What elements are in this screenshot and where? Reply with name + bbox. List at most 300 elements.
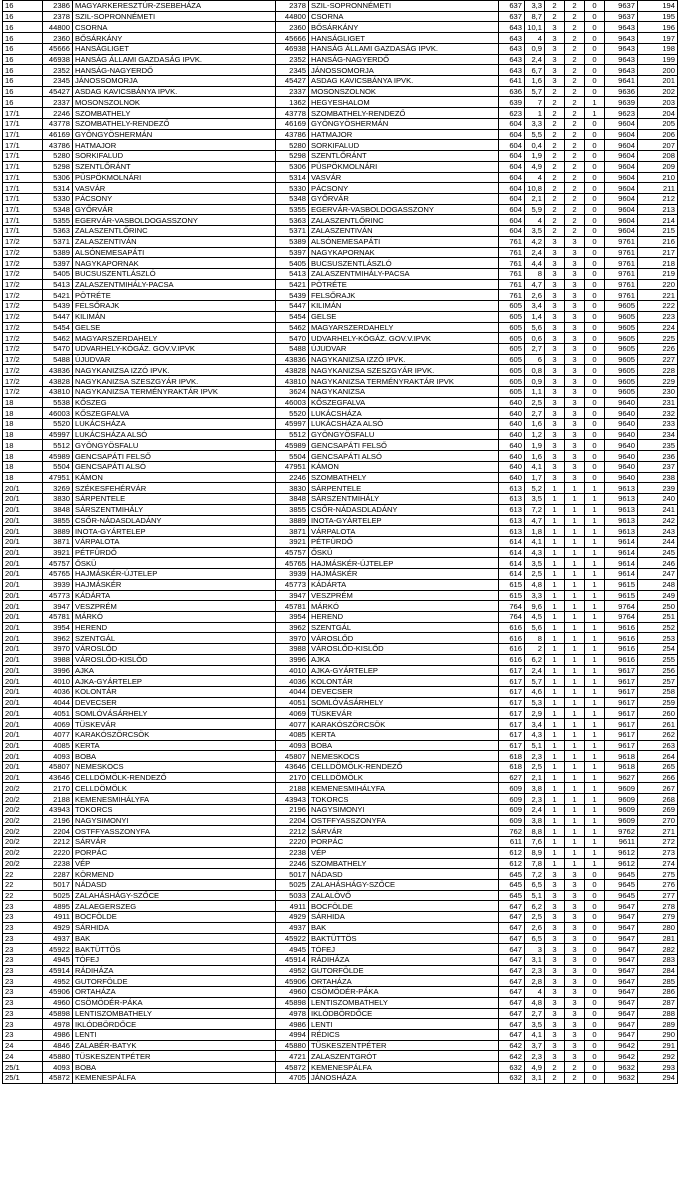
class-a-cell: 3 bbox=[545, 440, 565, 451]
from-station-cell: KEMENESMIHÁLYFA bbox=[73, 794, 276, 805]
from-station-cell: ALSÓNEMESAPÁTI bbox=[73, 247, 276, 258]
to-station-cell: RÁDIHÁZA bbox=[309, 954, 499, 965]
to-station-cell: TÜSKEVÁR bbox=[309, 708, 499, 719]
class-a-cell: 1 bbox=[545, 644, 565, 655]
to-code-cell: 4994 bbox=[276, 1030, 309, 1041]
length-km-cell: 7,6 bbox=[525, 837, 545, 848]
to-code-cell: 43646 bbox=[276, 762, 309, 773]
line-number-cell: 18 bbox=[3, 429, 43, 440]
from-code-cell: 45757 bbox=[43, 558, 73, 569]
table-row bbox=[3, 1062, 678, 1073]
to-station-cell: SÁRPENTELE bbox=[309, 483, 499, 494]
class-c-cell: 1 bbox=[585, 751, 605, 762]
to-station-cell: VASVÁR bbox=[309, 172, 499, 183]
class-c-cell: 0 bbox=[585, 322, 605, 333]
class-c-cell: 0 bbox=[585, 161, 605, 172]
from-code-cell: 2188 bbox=[43, 794, 73, 805]
length-km-cell: 3 bbox=[525, 944, 545, 955]
from-code-cell: 5298 bbox=[43, 161, 73, 172]
row-index-cell: 280 bbox=[638, 922, 678, 933]
class-b-cell: 3 bbox=[565, 419, 585, 430]
from-code-cell: 2246 bbox=[43, 108, 73, 119]
section-code-cell: 616 bbox=[499, 622, 525, 633]
to-station-cell: ZALASZENTGRÓT bbox=[309, 1051, 499, 1062]
to-code-cell: 4085 bbox=[276, 729, 309, 740]
length-km-cell: 1,9 bbox=[525, 440, 545, 451]
route-code-cell: 9609 bbox=[605, 794, 638, 805]
from-code-cell: 43810 bbox=[43, 386, 73, 397]
class-a-cell: 3 bbox=[545, 965, 565, 976]
class-c-cell: 1 bbox=[585, 804, 605, 815]
from-code-cell: 3921 bbox=[43, 547, 73, 558]
class-a-cell: 3 bbox=[545, 311, 565, 322]
route-code-cell: 9627 bbox=[605, 772, 638, 783]
length-km-cell: 2,5 bbox=[525, 569, 545, 580]
class-b-cell: 3 bbox=[565, 976, 585, 987]
route-code-cell: 9647 bbox=[605, 901, 638, 912]
from-code-cell: 5306 bbox=[43, 172, 73, 183]
class-c-cell: 0 bbox=[585, 419, 605, 430]
section-code-cell: 617 bbox=[499, 676, 525, 687]
from-station-cell: SZOMBATHELY-RENDEZŐ bbox=[73, 118, 276, 129]
length-km-cell: 4,1 bbox=[525, 536, 545, 547]
to-code-cell: 46938 bbox=[276, 43, 309, 54]
row-index-cell: 209 bbox=[638, 161, 678, 172]
class-a-cell: 1 bbox=[545, 622, 565, 633]
class-b-cell: 1 bbox=[565, 504, 585, 515]
from-code-cell: 45427 bbox=[43, 86, 73, 97]
class-c-cell: 0 bbox=[585, 344, 605, 355]
line-number-cell: 20/2 bbox=[3, 858, 43, 869]
class-a-cell: 1 bbox=[545, 569, 565, 580]
line-number-cell: 16 bbox=[3, 1, 43, 12]
line-number-cell: 17/2 bbox=[3, 322, 43, 333]
class-c-cell: 1 bbox=[585, 847, 605, 858]
from-code-cell: 4952 bbox=[43, 976, 73, 987]
to-code-cell: 2246 bbox=[276, 472, 309, 483]
section-code-cell: 640 bbox=[499, 461, 525, 472]
from-station-cell: ASDAG KAVICSBÁNYA IPVK. bbox=[73, 86, 276, 97]
to-code-cell: 3947 bbox=[276, 590, 309, 601]
route-code-cell: 9647 bbox=[605, 922, 638, 933]
table-row bbox=[3, 204, 678, 215]
from-station-cell: BOBA bbox=[73, 751, 276, 762]
class-c-cell: 0 bbox=[585, 365, 605, 376]
class-b-cell: 1 bbox=[565, 794, 585, 805]
to-code-cell: 5462 bbox=[276, 322, 309, 333]
row-index-cell: 291 bbox=[638, 1040, 678, 1051]
from-station-cell: LUKÁCSHÁZA bbox=[73, 419, 276, 430]
class-c-cell: 0 bbox=[585, 1062, 605, 1073]
row-index-cell: 233 bbox=[638, 419, 678, 430]
class-a-cell: 3 bbox=[545, 354, 565, 365]
row-index-cell: 226 bbox=[638, 344, 678, 355]
class-b-cell: 3 bbox=[565, 922, 585, 933]
length-km-cell: 5,1 bbox=[525, 890, 545, 901]
length-km-cell: 3,5 bbox=[525, 1019, 545, 1030]
route-code-cell: 9613 bbox=[605, 526, 638, 537]
table-row bbox=[3, 226, 678, 237]
length-km-cell: 4 bbox=[525, 215, 545, 226]
class-a-cell: 3 bbox=[545, 912, 565, 923]
class-a-cell: 3 bbox=[545, 365, 565, 376]
to-code-cell: 4721 bbox=[276, 1051, 309, 1062]
to-station-cell: VÁROSLŐD bbox=[309, 633, 499, 644]
route-code-cell: 9640 bbox=[605, 408, 638, 419]
from-station-cell: LUKÁCSHÁZA ALSÓ bbox=[73, 429, 276, 440]
line-number-cell: 18 bbox=[3, 472, 43, 483]
class-a-cell: 2 bbox=[545, 172, 565, 183]
table-row bbox=[3, 11, 678, 22]
to-code-cell: 5421 bbox=[276, 279, 309, 290]
from-code-cell: 46938 bbox=[43, 54, 73, 65]
from-station-cell: PORPÁC bbox=[73, 847, 276, 858]
class-b-cell: 1 bbox=[565, 483, 585, 494]
line-number-cell: 20/1 bbox=[3, 751, 43, 762]
route-code-cell: 9605 bbox=[605, 344, 638, 355]
table-row bbox=[3, 858, 678, 869]
from-station-cell: MAGYARKERESZTÚR-ZSEBEHÁZA bbox=[73, 1, 276, 12]
to-station-cell: HANSÁG ÁLLAMI GAZDASÁG IPVK. bbox=[309, 43, 499, 54]
class-b-cell: 2 bbox=[565, 1, 585, 12]
row-index-cell: 292 bbox=[638, 1051, 678, 1062]
class-a-cell: 1 bbox=[545, 504, 565, 515]
class-b-cell: 3 bbox=[565, 247, 585, 258]
class-c-cell: 1 bbox=[585, 547, 605, 558]
class-c-cell: 1 bbox=[585, 654, 605, 665]
from-station-cell: KERTA bbox=[73, 740, 276, 751]
from-station-cell: KÁDÁRTA bbox=[73, 590, 276, 601]
route-code-cell: 9637 bbox=[605, 11, 638, 22]
from-code-cell: 43836 bbox=[43, 365, 73, 376]
to-station-cell: AJKA bbox=[309, 654, 499, 665]
to-code-cell: 5397 bbox=[276, 247, 309, 258]
line-number-cell: 18 bbox=[3, 397, 43, 408]
to-code-cell: 2352 bbox=[276, 54, 309, 65]
to-station-cell: GYÖNGYÖSHERMÁN bbox=[309, 118, 499, 129]
route-code-cell: 9645 bbox=[605, 879, 638, 890]
class-a-cell: 1 bbox=[545, 547, 565, 558]
row-index-cell: 281 bbox=[638, 933, 678, 944]
to-station-cell: ORTAHÁZA bbox=[309, 976, 499, 987]
class-a-cell: 1 bbox=[545, 676, 565, 687]
line-number-cell: 17/2 bbox=[3, 301, 43, 312]
section-code-cell: 761 bbox=[499, 247, 525, 258]
line-number-cell: 20/1 bbox=[3, 483, 43, 494]
section-code-cell: 761 bbox=[499, 236, 525, 247]
length-km-cell: 4,2 bbox=[525, 236, 545, 247]
from-code-cell: 45880 bbox=[43, 1051, 73, 1062]
length-km-cell: 1,1 bbox=[525, 386, 545, 397]
line-number-cell: 17/1 bbox=[3, 129, 43, 140]
from-station-cell: KÁMON bbox=[73, 472, 276, 483]
table-row bbox=[3, 140, 678, 151]
length-km-cell: 4,4 bbox=[525, 258, 545, 269]
class-a-cell: 3 bbox=[545, 451, 565, 462]
class-c-cell: 0 bbox=[585, 354, 605, 365]
to-station-cell: KERTA bbox=[309, 729, 499, 740]
section-code-cell: 604 bbox=[499, 129, 525, 140]
from-station-cell: TÓFEJ bbox=[73, 954, 276, 965]
route-code-cell: 9604 bbox=[605, 118, 638, 129]
row-index-cell: 206 bbox=[638, 129, 678, 140]
table-row bbox=[3, 386, 678, 397]
section-code-cell: 609 bbox=[499, 815, 525, 826]
line-number-cell: 17/1 bbox=[3, 204, 43, 215]
route-code-cell: 9617 bbox=[605, 676, 638, 687]
class-b-cell: 1 bbox=[565, 665, 585, 676]
class-a-cell: 1 bbox=[545, 847, 565, 858]
section-code-cell: 605 bbox=[499, 322, 525, 333]
section-code-cell: 604 bbox=[499, 140, 525, 151]
section-code-cell: 605 bbox=[499, 344, 525, 355]
from-code-cell: 2196 bbox=[43, 815, 73, 826]
line-number-cell: 17/2 bbox=[3, 333, 43, 344]
section-code-cell: 647 bbox=[499, 1030, 525, 1041]
line-number-cell: 20/2 bbox=[3, 804, 43, 815]
class-c-cell: 0 bbox=[585, 279, 605, 290]
section-code-cell: 616 bbox=[499, 633, 525, 644]
class-b-cell: 3 bbox=[565, 365, 585, 376]
section-code-cell: 617 bbox=[499, 740, 525, 751]
class-b-cell: 1 bbox=[565, 515, 585, 526]
line-number-cell: 23 bbox=[3, 1008, 43, 1019]
class-b-cell: 3 bbox=[565, 965, 585, 976]
class-b-cell: 1 bbox=[565, 815, 585, 826]
to-station-cell: AJKA-GYÁRTELEP bbox=[309, 665, 499, 676]
table-row bbox=[3, 901, 678, 912]
from-station-cell: SÁRHIDA bbox=[73, 922, 276, 933]
to-station-cell: EGERVÁR-VASBOLDOGASSZONY bbox=[309, 204, 499, 215]
length-km-cell: 2,4 bbox=[525, 54, 545, 65]
to-station-cell: LUKÁCSHÁZA ALSÓ bbox=[309, 419, 499, 430]
line-number-cell: 16 bbox=[3, 43, 43, 54]
to-code-cell: 45997 bbox=[276, 419, 309, 430]
length-km-cell: 10,8 bbox=[525, 183, 545, 194]
class-a-cell: 3 bbox=[545, 429, 565, 440]
length-km-cell: 8,7 bbox=[525, 11, 545, 22]
section-code-cell: 615 bbox=[499, 579, 525, 590]
from-station-cell: NAGYKAPORNAK bbox=[73, 258, 276, 269]
from-station-cell: TOKORCS bbox=[73, 804, 276, 815]
row-index-cell: 201 bbox=[638, 76, 678, 87]
row-index-cell: 238 bbox=[638, 472, 678, 483]
row-index-cell: 257 bbox=[638, 676, 678, 687]
to-station-cell: NAGYKANIZSA TERMÉNYRAKTÁR IPVK bbox=[309, 376, 499, 387]
table-row bbox=[3, 879, 678, 890]
length-km-cell: 1,9 bbox=[525, 151, 545, 162]
class-b-cell: 1 bbox=[565, 847, 585, 858]
table-row bbox=[3, 268, 678, 279]
line-number-cell: 20/1 bbox=[3, 504, 43, 515]
line-number-cell: 25/1 bbox=[3, 1062, 43, 1073]
to-code-cell: 3871 bbox=[276, 526, 309, 537]
section-code-cell: 613 bbox=[499, 483, 525, 494]
route-code-cell: 9640 bbox=[605, 419, 638, 430]
class-c-cell: 1 bbox=[585, 697, 605, 708]
from-code-cell: 3954 bbox=[43, 622, 73, 633]
row-index-cell: 265 bbox=[638, 762, 678, 773]
class-c-cell: 0 bbox=[585, 451, 605, 462]
class-a-cell: 1 bbox=[545, 740, 565, 751]
route-code-cell: 9640 bbox=[605, 451, 638, 462]
from-code-cell: 43943 bbox=[43, 804, 73, 815]
class-b-cell: 3 bbox=[565, 333, 585, 344]
route-code-cell: 9761 bbox=[605, 268, 638, 279]
route-code-cell: 9761 bbox=[605, 290, 638, 301]
route-code-cell: 9617 bbox=[605, 697, 638, 708]
to-station-cell: SZOMBATHELY bbox=[309, 858, 499, 869]
class-a-cell: 3 bbox=[545, 419, 565, 430]
class-a-cell: 3 bbox=[545, 279, 565, 290]
to-code-cell: 4010 bbox=[276, 665, 309, 676]
class-b-cell: 3 bbox=[565, 890, 585, 901]
route-code-cell: 9609 bbox=[605, 804, 638, 815]
table-row bbox=[3, 483, 678, 494]
section-code-cell: 647 bbox=[499, 933, 525, 944]
section-code-cell: 613 bbox=[499, 526, 525, 537]
row-index-cell: 294 bbox=[638, 1072, 678, 1083]
row-index-cell: 293 bbox=[638, 1062, 678, 1073]
to-code-cell: 3954 bbox=[276, 611, 309, 622]
to-station-cell: INOTA-GYÁRTELEP bbox=[309, 515, 499, 526]
class-c-cell: 0 bbox=[585, 43, 605, 54]
class-b-cell: 1 bbox=[565, 633, 585, 644]
to-code-cell: 2345 bbox=[276, 65, 309, 76]
class-b-cell: 2 bbox=[565, 76, 585, 87]
route-code-cell: 9647 bbox=[605, 1008, 638, 1019]
class-a-cell: 3 bbox=[545, 344, 565, 355]
length-km-cell: 0,4 bbox=[525, 140, 545, 151]
class-b-cell: 2 bbox=[565, 86, 585, 97]
line-number-cell: 20/1 bbox=[3, 579, 43, 590]
class-b-cell: 1 bbox=[565, 837, 585, 848]
route-code-cell: 9605 bbox=[605, 376, 638, 387]
table-row bbox=[3, 944, 678, 955]
to-station-cell: BOBA bbox=[309, 740, 499, 751]
from-station-cell: ORTAHÁZA bbox=[73, 987, 276, 998]
route-code-cell: 9614 bbox=[605, 547, 638, 558]
from-station-cell: VESZPRÉM bbox=[73, 601, 276, 612]
class-c-cell: 0 bbox=[585, 290, 605, 301]
line-number-cell: 20/1 bbox=[3, 536, 43, 547]
row-index-cell: 196 bbox=[638, 22, 678, 33]
table-row bbox=[3, 558, 678, 569]
to-station-cell: VÁRPALOTA bbox=[309, 526, 499, 537]
table-row bbox=[3, 847, 678, 858]
to-code-cell: 1362 bbox=[276, 97, 309, 108]
from-station-cell: VÁRPALOTA bbox=[73, 536, 276, 547]
class-b-cell: 3 bbox=[565, 879, 585, 890]
table-row bbox=[3, 1072, 678, 1083]
class-b-cell: 2 bbox=[565, 183, 585, 194]
class-b-cell: 2 bbox=[565, 129, 585, 140]
table-row bbox=[3, 118, 678, 129]
length-km-cell: 2,1 bbox=[525, 193, 545, 204]
class-a-cell: 1 bbox=[545, 697, 565, 708]
from-code-cell: 45898 bbox=[43, 1008, 73, 1019]
to-station-cell: SÁRVÁR bbox=[309, 826, 499, 837]
row-index-cell: 215 bbox=[638, 226, 678, 237]
section-code-cell: 609 bbox=[499, 804, 525, 815]
to-station-cell: RÉDICS bbox=[309, 1030, 499, 1041]
table-row bbox=[3, 311, 678, 322]
class-a-cell: 1 bbox=[545, 611, 565, 622]
to-station-cell: JÁNOSHÁZA bbox=[309, 1072, 499, 1083]
table-row bbox=[3, 301, 678, 312]
to-code-cell: 46169 bbox=[276, 118, 309, 129]
class-a-cell: 1 bbox=[545, 526, 565, 537]
line-number-cell: 17/1 bbox=[3, 193, 43, 204]
from-station-cell: VASVÁR bbox=[73, 183, 276, 194]
line-number-cell: 17/2 bbox=[3, 268, 43, 279]
route-code-cell: 9647 bbox=[605, 987, 638, 998]
class-a-cell: 1 bbox=[545, 729, 565, 740]
class-b-cell: 1 bbox=[565, 804, 585, 815]
from-station-cell: MÁRKÓ bbox=[73, 611, 276, 622]
route-code-cell: 9616 bbox=[605, 633, 638, 644]
route-code-cell: 9643 bbox=[605, 54, 638, 65]
from-code-cell: 5512 bbox=[43, 440, 73, 451]
length-km-cell: 2,4 bbox=[525, 804, 545, 815]
class-c-cell: 0 bbox=[585, 33, 605, 44]
length-km-cell: 5,7 bbox=[525, 86, 545, 97]
from-station-cell: KÖRMEND bbox=[73, 869, 276, 880]
row-index-cell: 222 bbox=[638, 301, 678, 312]
to-station-cell: KARAKÓSZÖRCSÖK bbox=[309, 719, 499, 730]
route-code-cell: 9764 bbox=[605, 601, 638, 612]
line-number-cell: 16 bbox=[3, 76, 43, 87]
route-code-cell: 9604 bbox=[605, 183, 638, 194]
from-code-cell: 5280 bbox=[43, 151, 73, 162]
class-b-cell: 1 bbox=[565, 569, 585, 580]
route-code-cell: 9643 bbox=[605, 43, 638, 54]
to-code-cell: 5488 bbox=[276, 344, 309, 355]
class-b-cell: 1 bbox=[565, 762, 585, 773]
class-a-cell: 1 bbox=[545, 826, 565, 837]
route-code-cell: 9604 bbox=[605, 161, 638, 172]
row-index-cell: 203 bbox=[638, 97, 678, 108]
class-c-cell: 0 bbox=[585, 76, 605, 87]
to-code-cell: 3855 bbox=[276, 504, 309, 515]
line-number-cell: 20/1 bbox=[3, 697, 43, 708]
row-index-cell: 208 bbox=[638, 151, 678, 162]
length-km-cell: 3,4 bbox=[525, 719, 545, 730]
from-station-cell: ZALAHÁSHÁGY-SZŐCE bbox=[73, 890, 276, 901]
table-row bbox=[3, 804, 678, 815]
row-index-cell: 282 bbox=[638, 944, 678, 955]
to-code-cell: 2212 bbox=[276, 826, 309, 837]
row-index-cell: 229 bbox=[638, 376, 678, 387]
to-station-cell: CSŐR-NÁDASDLADÁNY bbox=[309, 504, 499, 515]
class-c-cell: 0 bbox=[585, 901, 605, 912]
class-c-cell: 0 bbox=[585, 247, 605, 258]
class-b-cell: 3 bbox=[565, 354, 585, 365]
to-station-cell: PÉTFÜRDŐ bbox=[309, 536, 499, 547]
row-index-cell: 239 bbox=[638, 483, 678, 494]
class-b-cell: 1 bbox=[565, 729, 585, 740]
table-row bbox=[3, 601, 678, 612]
to-station-cell: BUCSUSZENTLÁSZLÓ bbox=[309, 258, 499, 269]
from-station-cell: GYŐRVÁR bbox=[73, 204, 276, 215]
class-b-cell: 1 bbox=[565, 772, 585, 783]
line-number-cell: 17/1 bbox=[3, 215, 43, 226]
row-index-cell: 216 bbox=[638, 236, 678, 247]
class-c-cell: 1 bbox=[585, 687, 605, 698]
from-station-cell: VÉP bbox=[73, 858, 276, 869]
section-code-cell: 643 bbox=[499, 54, 525, 65]
line-number-cell: 25/1 bbox=[3, 1072, 43, 1083]
